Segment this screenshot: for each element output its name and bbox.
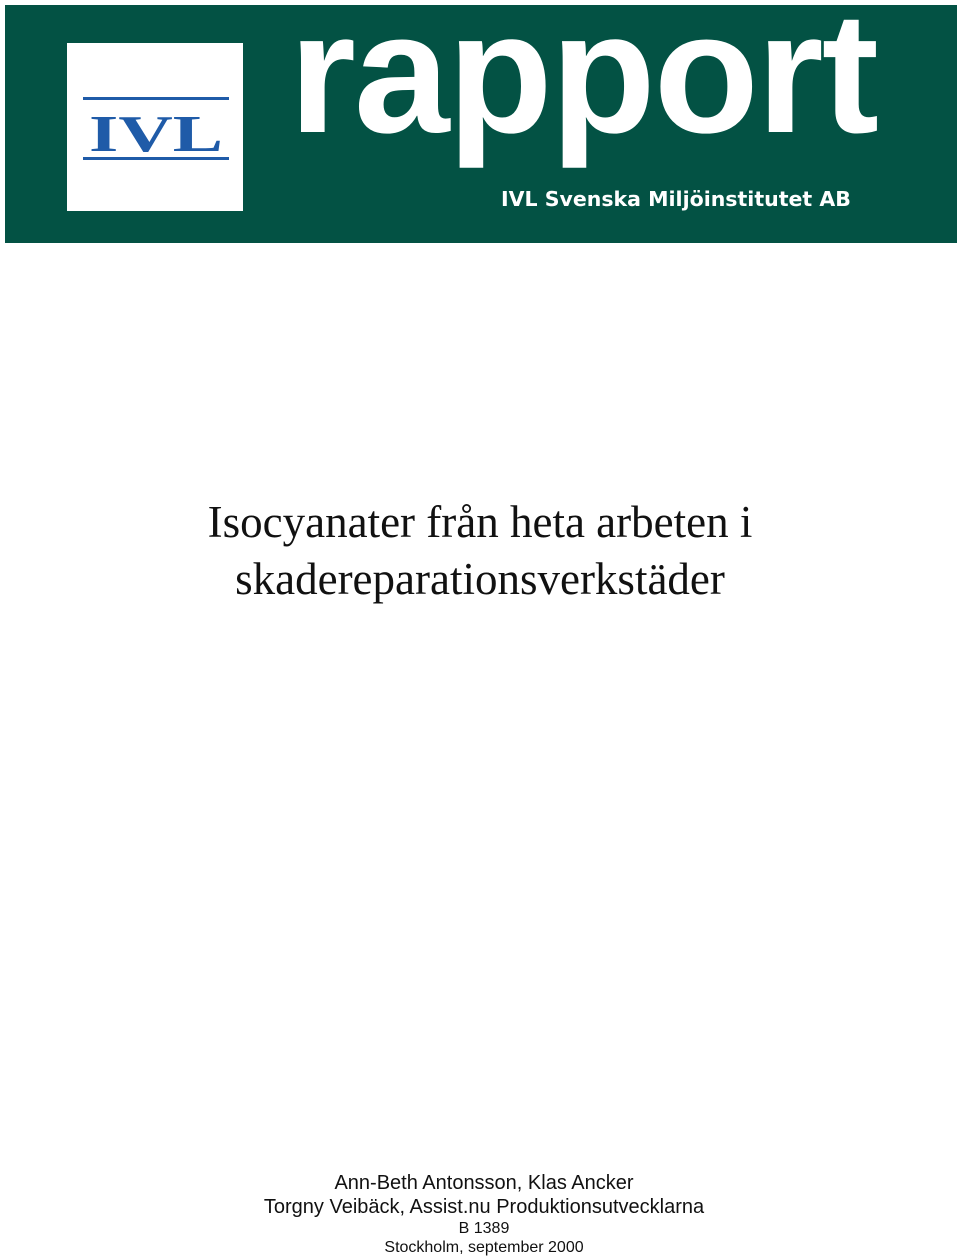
authors-line-2: Torgny Veibäck, Assist.nu Produktionsutvecklarna	[263, 1196, 705, 1218]
organization-name: IVL Svenska Miljöinstitutet AB	[501, 187, 851, 211]
report-title-line-1: Isocyanater från heta arbeten i	[207, 497, 753, 547]
report-title	[0, 494, 960, 608]
ivl-logo	[67, 43, 243, 211]
authors-line-1: Ann-Beth Antonsson, Klas Ancker	[334, 1172, 634, 1194]
report-number: B 1389	[458, 1220, 510, 1237]
report-title-line-2: skadereparationsverkstäder	[235, 554, 725, 604]
header-banner	[5, 0, 957, 243]
header-title: rapport	[289, 0, 877, 169]
ivl-logo-icon	[67, 43, 243, 211]
report-authors-block	[0, 1171, 960, 1257]
place-date: Stockholm, september 2000	[384, 1239, 584, 1256]
logo-text: IVL	[89, 106, 223, 163]
